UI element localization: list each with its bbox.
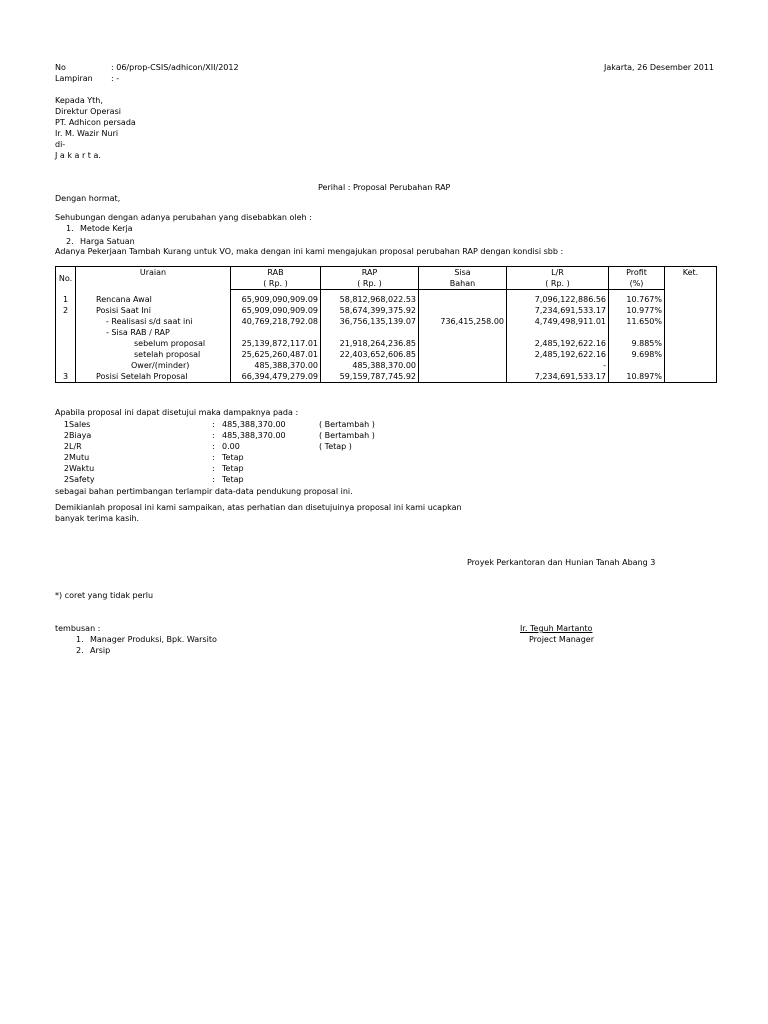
header-rab-unit: ( Rp. ) <box>231 278 321 290</box>
project-name: Proyek Perkantoran dan Hunian Tanah Abang 3 <box>467 558 656 567</box>
closing-text <box>55 502 462 524</box>
tembusan-item: 1. Manager Produksi, Bpk. Warsito <box>76 635 217 644</box>
cause-item: 2. Harga Satuan <box>66 237 135 246</box>
impact-item: 2 Mutu : Tetap <box>63 453 244 462</box>
recipient-line: Ir. M. Wazir Nuri <box>55 129 119 138</box>
closing-line: banyak terima kasih. <box>55 514 140 523</box>
recipient-line: Kepada Yth, <box>55 96 103 105</box>
no-label: No <box>55 63 66 72</box>
header-lr: L/R <box>507 267 609 279</box>
impact-item: 1 Sales : 485,388,370.00 ( Bertambah ) <box>63 420 375 429</box>
table-row: 2 Posisi Saat Ini 65,909,090,909.09 58,674,399,375.92 7,234,691,533.17 10.977% <box>56 305 717 316</box>
header-no: No. <box>56 267 76 290</box>
recipient-line: J a k a r t a. <box>55 151 101 160</box>
table-row: sebelum proposal 25,139,872,117.01 21,918,264,236.85 2,485,192,622.16 9.885% <box>56 338 717 349</box>
place-date: Jakarta, 26 Desember 2011 <box>604 63 714 72</box>
impact-item: 2 Safety : Tetap <box>63 475 244 484</box>
table-row: Ower/(minder) 485,388,370.00 485,388,370.00 - <box>56 360 717 371</box>
header-sisa-unit: Bahan <box>419 278 507 290</box>
no-value: : 06/prop-CSIS/adhicon/XII/2012 <box>111 63 239 72</box>
header-uraian: Uraian <box>76 267 231 290</box>
impact-intro: Apabila proposal ini dapat disetujui maka dampaknya pada : <box>55 408 299 417</box>
impact-list <box>55 419 419 485</box>
recipient-block <box>55 95 136 161</box>
greeting: Dengan hormat, <box>55 194 121 203</box>
header-profit-unit: (%) <box>609 278 665 290</box>
recipient-line: PT. Adhicon persada <box>55 118 136 127</box>
lampiran-label: Lampiran <box>55 74 93 83</box>
condition-text: Adanya Pekerjaan Tambah Kurang untuk VO, maka dengan ini kami mengajukan proposal perubahan RAP dengan kondisi sbb : <box>55 247 564 256</box>
table-row: setelah proposal 25,625,260,487.01 22,403,652,606.85 2,485,192,622.16 9.698% <box>56 349 717 360</box>
impact-item: 2 L/R : 0.00 ( Tetap ) <box>63 442 352 451</box>
impact-item: 2 Biaya : 485,388,370.00 ( Bertambah ) <box>63 431 375 440</box>
lampiran-value: : - <box>111 74 120 83</box>
header-rap: RAP <box>321 267 419 279</box>
tembusan-label: tembusan : <box>55 624 101 633</box>
header-rap-unit: ( Rp. ) <box>321 278 419 290</box>
impact-item: 2 Waktu : Tetap <box>63 464 244 473</box>
header-lr-unit: ( Rp. ) <box>507 278 609 290</box>
table-row: 1 Rencana Awal 65,909,090,909.09 58,812,968,022.53 7,096,122,886.56 10.767% <box>56 294 717 305</box>
header-profit: Profit <box>609 267 665 279</box>
footnote: *) coret yang tidak perlu <box>55 591 154 600</box>
table-row: - Sisa RAB / RAP <box>56 327 717 338</box>
tembusan-item: 2. Arsip <box>76 646 111 655</box>
consideration-text: sebagai bahan pertimbangan terlampir data-data pendukung proposal ini. <box>55 487 353 496</box>
cause-item: 1. Metode Kerja <box>66 224 133 233</box>
letter-number <box>55 62 239 84</box>
intro-text: Sehubungan dengan adanya perubahan yang disebabkan oleh : <box>55 213 312 222</box>
subject: Perihal : Proposal Perubahan RAP <box>318 183 451 192</box>
recipient-line: di- <box>55 140 66 149</box>
table-row: - Realisasi s/d saat ini 40,769,218,792.08 36,756,135,139.07 736,415,258.00 4,749,498,911.01 11.650% <box>56 316 717 327</box>
table-row: 3 Posisi Setelah Proposal 66,394,479,279.09 59,159,787,745.92 7,234,691,533.17 10.897% <box>56 371 717 383</box>
recipient-line: Direktur Operasi <box>55 107 121 116</box>
closing-line: Demikianlah proposal ini kami sampaikan, atas perhatian dan disetujuinya proposal ini kami ucapkan <box>55 503 462 512</box>
header-rab: RAB <box>231 267 321 279</box>
header-sisa: Sisa <box>419 267 507 279</box>
signer-name: Ir. Teguh Martanto <box>520 624 593 633</box>
rap-table <box>55 266 717 383</box>
header-ket: Ket. <box>665 267 717 290</box>
signer-title: Project Manager <box>529 635 594 644</box>
